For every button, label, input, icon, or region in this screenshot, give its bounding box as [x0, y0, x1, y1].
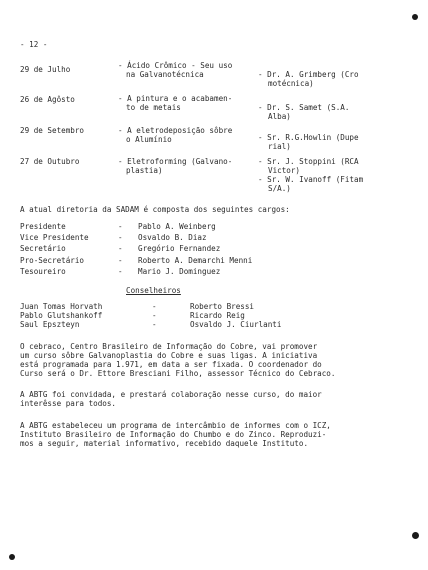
scan-mark-bottom-left: [9, 554, 15, 560]
board-name: Gregório Fernandez: [138, 244, 221, 253]
event-speaker-line: rial): [268, 142, 291, 151]
board-name: Pablo A. Weinberg: [138, 222, 216, 231]
board-name: Osvaldo B. Diaz: [138, 233, 207, 242]
councilor-left: Pablo Glutshankoff: [20, 311, 103, 320]
councilor-left: Juan Tomas Horvath: [20, 302, 103, 311]
paragraph-line: mos a seguir, material informativo, recebido daquele Instituto.: [20, 439, 309, 448]
event-speaker-line: - Dr. S. Samet (S.A.: [258, 103, 350, 112]
board-dash: -: [118, 222, 123, 231]
event-speaker-line: - Sr. J. Stoppini (RCA: [258, 157, 359, 166]
councilor-left: Saul Epszteyn: [20, 320, 80, 329]
councilor-dash: -: [152, 302, 157, 311]
event-topic-line: na Galvanotécnica: [126, 70, 204, 79]
paragraph-line: está programada para 1.971, em data a ser fixada. O coordenador do: [20, 360, 322, 369]
event-topic-line: plastia): [126, 166, 163, 175]
event-topic-line: o Alumínio: [126, 135, 172, 144]
event-speaker-line: - Sr. R.G.Howlin (Dupe: [258, 133, 359, 142]
board-role: Secretário: [20, 244, 66, 253]
board-dash: -: [118, 244, 123, 253]
event-speaker-line: Victor): [268, 166, 301, 175]
councilor-right: Ricardo Reig: [190, 311, 245, 320]
board-role: Vice Presidente: [20, 233, 89, 242]
board-dash: -: [118, 233, 123, 242]
councilor-right: Roberto Bressi: [190, 302, 255, 311]
event-topic-line: - A pintura e o acabamen-: [118, 94, 233, 103]
event-date: 29 de Julho: [20, 65, 71, 74]
event-date: 27 de Outubro: [20, 157, 80, 166]
event-topic-line: - A eletrodeposição sôbre: [118, 126, 233, 135]
board-role: Tesoureiro: [20, 267, 66, 276]
board-intro: A atual diretoria da SADAM é composta dos seguintes cargos:: [20, 205, 290, 214]
event-topic-line: to de metais: [126, 103, 181, 112]
event-speaker-line: - Sr. W. Ivanoff (Fitam: [258, 175, 364, 184]
councilor-dash: -: [152, 311, 157, 320]
paragraph-line: um curso sôbre Galvanoplastia do Cobre e suas ligas. A iniciativa: [20, 351, 318, 360]
councilor-right: Osvaldo J. Ciurlanti: [190, 320, 282, 329]
board-role: Pro-Secretário: [20, 256, 85, 265]
paragraph-line: interêsse para todos.: [20, 399, 117, 408]
event-speaker-line: motécnica): [268, 79, 314, 88]
event-date: 29 de Setembro: [20, 126, 85, 135]
councilors-heading: Conselheiros: [126, 286, 181, 295]
councilor-dash: -: [152, 320, 157, 329]
event-date: 26 de Agôsto: [20, 95, 75, 104]
paragraph-line: Curso será o Dr. Ettore Bresciani Filho, assessor Técnico do Cebraco.: [20, 369, 336, 378]
paragraph-line: Instituto Brasileiro de Informação do Chumbo e do Zinco. Reproduzi-: [20, 430, 327, 439]
scan-mark-top-right: [412, 14, 418, 20]
event-topic-line: - Ácido Crômico - Seu uso: [118, 61, 233, 70]
board-name: Mario J. Dominguez: [138, 267, 221, 276]
event-speaker-line: - Dr. A. Grimberg (Cro: [258, 70, 359, 79]
board-name: Roberto A. Demarchi Menni: [138, 256, 253, 265]
paragraph-line: A ABTG foi convidada, e prestará colaboração nesse curso, do maior: [20, 390, 322, 399]
paragraph-line: O cebraco, Centro Brasileiro de Informação do Cobre, vai promover: [20, 342, 318, 351]
board-dash: -: [118, 256, 123, 265]
paragraph-line: A ABTG estabeleceu um programa de intercâmbio de informes com o ICZ,: [20, 421, 331, 430]
event-topic-line: - Eletroforming (Galvano-: [118, 157, 233, 166]
scan-mark-bottom-right: [412, 532, 419, 539]
board-dash: -: [118, 267, 123, 276]
event-speaker-line: S/A.): [268, 184, 291, 193]
board-role: Presidente: [20, 222, 66, 231]
event-speaker-line: Alba): [268, 112, 291, 121]
page-number: - 12 -: [20, 40, 48, 49]
